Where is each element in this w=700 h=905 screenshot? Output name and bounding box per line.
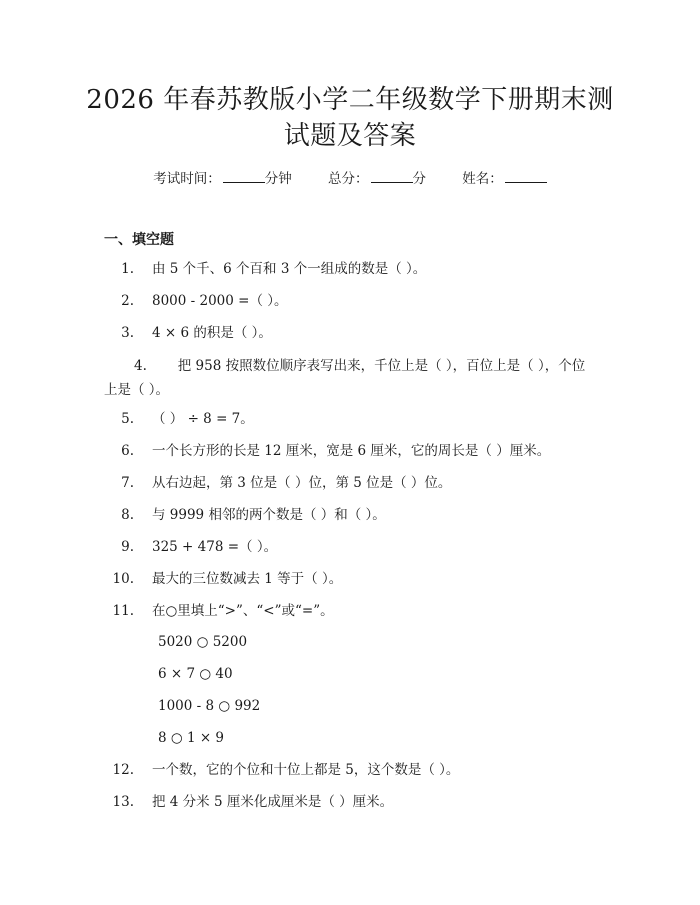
question-text: （ ） ÷ 8 = 7。 xyxy=(152,411,254,427)
question-number: 11. xyxy=(112,603,134,619)
time-label: 考试时间： xyxy=(153,171,221,187)
question-9 xyxy=(104,536,598,558)
question-number: 12. xyxy=(112,762,134,778)
question-number: 8. xyxy=(121,507,134,523)
question-text: 把 958 按照数位顺序表写出来，千位上是（ ），百位上是（ ），个位上是（ ）。 xyxy=(104,358,586,398)
comparison-item-1: 5020 ○ 5200 xyxy=(158,634,248,650)
question-1 xyxy=(104,258,598,280)
title-line-1: 2026 年春苏教版小学二年级数学下册期末测 xyxy=(86,85,614,115)
question-text: 把 4 分米 5 厘米化成厘米是（ ）厘米。 xyxy=(152,794,394,810)
name-label: 姓名： xyxy=(462,171,503,187)
document-title xyxy=(60,82,640,154)
question-number: 4. xyxy=(134,358,147,374)
name-blank xyxy=(505,168,547,183)
question-text: 与 9999 相邻的两个数是（ ）和（ ）。 xyxy=(152,507,386,523)
question-12 xyxy=(104,759,598,781)
question-10 xyxy=(104,568,598,590)
section-title: 一、填空题 xyxy=(104,232,174,248)
score-field xyxy=(328,168,426,189)
question-11 xyxy=(104,600,598,622)
time-blank xyxy=(223,168,265,183)
comparison-item-3: 1000 - 8 ○ 992 xyxy=(158,698,261,714)
question-3 xyxy=(104,322,598,344)
question-text: 一个长方形的长是 12 厘米，宽是 6 厘米，它的周长是（ ）厘米。 xyxy=(152,443,551,459)
question-number: 10. xyxy=(112,571,134,587)
question-number: 2. xyxy=(121,293,134,309)
question-number: 6. xyxy=(121,443,134,459)
exam-meta xyxy=(0,168,700,189)
question-2 xyxy=(104,290,598,312)
question-7 xyxy=(104,472,598,494)
time-field xyxy=(153,168,292,189)
question-text: 最大的三位数减去 1 等于（ ）。 xyxy=(152,571,343,587)
question-text: 在○里填上“>”、“<”或“=”。 xyxy=(152,603,334,619)
score-label: 总分： xyxy=(328,171,369,187)
name-field xyxy=(462,168,547,189)
question-number: 1. xyxy=(121,261,134,277)
question-text: 一个数，它的个位和十位上都是 5，这个数是（ ）。 xyxy=(152,762,460,778)
title-line-2: 试题及答案 xyxy=(283,121,417,151)
time-unit: 分钟 xyxy=(264,171,292,187)
question-text: 4 × 6 的积是（ ）。 xyxy=(152,325,272,341)
question-6 xyxy=(104,440,598,462)
question-text: 由 5 个千、6 个百和 3 个一组成的数是（ ）。 xyxy=(152,261,427,277)
question-number: 7. xyxy=(121,475,134,491)
question-number: 9. xyxy=(121,539,134,555)
question-4 xyxy=(104,354,598,402)
question-8 xyxy=(104,504,598,526)
question-text: 8000 - 2000 =（ ）。 xyxy=(152,293,288,309)
question-number: 3. xyxy=(121,325,134,341)
score-blank xyxy=(371,168,413,183)
question-13 xyxy=(104,791,598,813)
question-5 xyxy=(104,408,598,430)
question-number: 5. xyxy=(121,411,134,427)
comparison-item-4: 8 ○ 1 × 9 xyxy=(158,730,225,746)
question-text: 从右边起，第 3 位是（ ）位，第 5 位是（ ）位。 xyxy=(152,475,452,491)
question-text: 325 + 478 =（ ）。 xyxy=(152,539,278,555)
comparison-item-2: 6 × 7 ○ 40 xyxy=(158,666,233,682)
score-unit: 分 xyxy=(412,171,426,187)
question-number: 13. xyxy=(112,794,134,810)
